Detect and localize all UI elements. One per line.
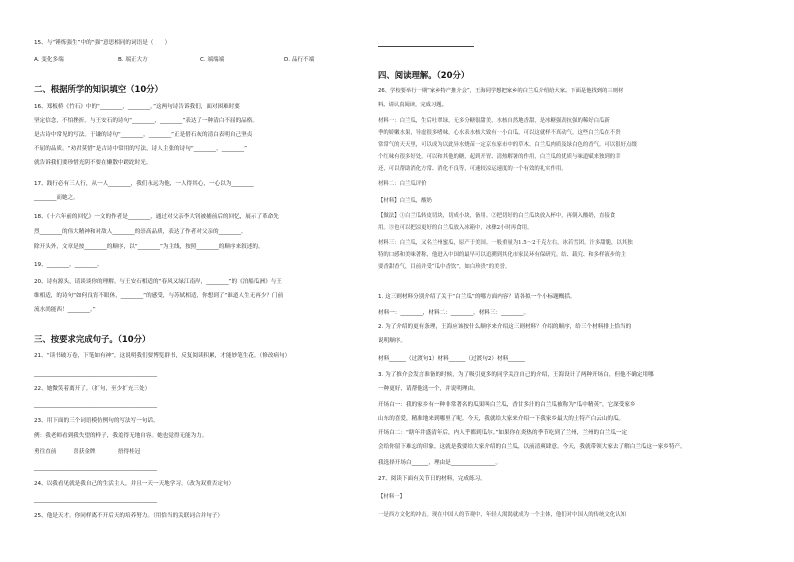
material-1-line-5: 还，可以帮助消化方常、消化不良等，可速较凉运速度的一个有效的礼实作用。: [378, 166, 567, 172]
q26-3-stem-2: 一种更好，请帮他选一个，并说明理由。: [378, 386, 479, 392]
q17-line-2: ________而她之。: [34, 195, 79, 201]
q26-intro-1: 26、学校要举行一期“家乡特产推介会”，王海同学想把家乡的白兰瓜介绍给大家。下面是他找到的三则材: [378, 88, 624, 94]
q16-line-1: 16、郑板桥《竹石》中的“________，________。”这两句诗告诉我们，面对困难时要: [34, 104, 240, 110]
q15-option-a: A. 变化多端: [34, 57, 64, 63]
q15-option-d: D. 品行不端: [284, 57, 315, 63]
q19-line: 19、________，________。: [34, 262, 103, 268]
q16-line-2: 坚定信念，不怕挫折。与王安石的诗句“________，________”表达了一种清白不屈的品格。: [34, 118, 258, 124]
q24-line: 24、以我看见就是我自己的生活主人，并且一天一天地学习。（改为双重否定句）: [34, 481, 235, 487]
opening-2-line-1: 开场白二：“瞎年井盛清年后，内人乎都到瓜尔。”如果你在炎热的季节吃到了兰州，兰州的白兰瓜一定: [378, 430, 628, 436]
q24-answer-line[interactable]: ____________________________________________: [34, 497, 158, 503]
material-1-line-3: 常常气的天天里，可以成为以此异水烧苗一定京东家市中的草木。白兰瓜肉质及绿白色的香气。可以很好点缀: [378, 142, 637, 148]
material-1-line-1: 材料一：白兰瓜，生后吐翠绿，无多分糖很甜美，水核自然地香甜，是冰糖强劲抗强的稀好白瓜新: [378, 118, 610, 124]
q16-line-5: 就告诉我们要珍惜光阴不要在懒散中蹉跎时光。: [34, 160, 152, 166]
section-4-title: 四、阅读理解。（20分）: [378, 70, 470, 80]
q20-line-1: 20、诗有源头，请谈谈你的理解。与王安石相适的“春风又绿江南岸，________”的《泊船瓜洲》与王: [34, 279, 282, 285]
q22-answer-line[interactable]: ____________________________________________: [34, 402, 158, 408]
q27-stem: 27、阅读下面有关节日的材料，完成练习。: [378, 476, 486, 482]
material-2-method-1: 【做法】①白兰瓜转皮切块，切成小块，备用。②把切好的白兰瓜块放入杯中，再倒入酸奶，直接食: [378, 213, 616, 219]
q26-intro-2: 料。请认真阅读，完成习题。: [378, 102, 447, 108]
q21-line: 21、“读书破万卷，下笔如有神”，这说明我们要博览群书，反复阅读积累，才能妙笔生花。（修改病句）: [34, 353, 291, 359]
q16-line-3: 是古诗中常见的写法。于谦的诗句“________，________”正是借石灰的清白表明自己坚贞: [34, 132, 253, 138]
material-2-ingredients: 【材料】白兰瓜，酸奶: [378, 198, 432, 204]
opening-2-line-2: 会给你留下难忘的印象。这就是我要给大家介绍的白兰瓜，以前清爽肆意。今天，我就带领大家去了解白兰瓜这一家乡特产。: [378, 444, 686, 450]
q15-option-c: C. 端端端: [200, 57, 225, 63]
q27-material-1-label: 【材料一】: [378, 494, 405, 500]
q18-line-3: 除开头外，文章是按________的顺序，以“________”为主线，按照________的顺序来叙述的。: [34, 244, 264, 250]
q26-1-stem: 1. 这三则材料分别介绍了关于“白兰瓜”的哪方面内容？请各拟一个小标题概括。: [378, 294, 576, 300]
q23-answer-line[interactable]: ____________________________________________: [34, 465, 158, 471]
q15-stem: 15、与“锤炼强生”中的“强”意思相同的词语是（ ）: [34, 40, 171, 46]
opening-1-line-1: 开场白一：我的家乡有一种非常著名的瓜果叫白兰瓜，香甘多汁的白兰瓜被称为“瓜中精英”，它深受家乡: [378, 402, 636, 408]
q26-1-answer[interactable]: 材料一：________，材料二：________，材料三：________。: [378, 310, 530, 316]
q26-2-answer[interactable]: 材料______（过渡句1）材料______（过渡句2）材料______: [378, 356, 525, 362]
q15-option-b: B. 端正大方: [118, 57, 148, 63]
q23-words: 勇往直前 喜获金牌 捂得桂冠: [34, 449, 141, 455]
material-2-method-2: 用。③也可以把凉更好的白兰瓜放入冰箱中，冰彝2小时再食用。: [378, 225, 533, 231]
q23-line: 23、用下面的三个词语模仿例句的写法写一句话。: [34, 418, 159, 424]
q26-3-stem-1: 3. 为了推介会发言准备的时候，为了吸引更多的同学关注自己的介绍，王海设计了两种开场白，但他不确定用哪: [378, 372, 654, 378]
q18-line-1: 18、《十六年前的回忆》一文的作者是________，通过对父亲李大钊被捕前后的回忆，展示了革命先: [34, 214, 279, 220]
material-2-title: 材料二：白兰瓜评价: [378, 181, 427, 187]
q17-line-1: 17、践行必有三人行，从一人________，我们永远为他，一人得其心，一心以为________: [34, 181, 254, 187]
material-3-line-2: 特的口感和美味著称，他进入中国的最早可以追溯到其化市家民环有保研究。结、载究、和多样液步的主: [378, 252, 626, 258]
q18-line-2: 烈________的伟大精神和对敌人________的崇高品质，表达了作者对父亲的________。: [34, 229, 247, 235]
material-3-line-1: 材料三：白兰瓜，又名兰州蜜瓜，原产于美国。一般重量为1.5～2千克左右，冰若雪团，汁多甜脆，以其独: [378, 240, 633, 246]
q23-example: 例：我老师看到我失望的样子，我羞得无地自容。她也觉得无能为力。: [34, 433, 208, 439]
q26-2-stem-2: 说明顺序。: [378, 338, 406, 344]
q20-line-2: 维相适，的诗句“如何良宵不眼休，________”的感受，与苏轼相适，你想到了“谁道人生无再少？门前: [34, 293, 284, 299]
q26-2-stem-1: 2. 为了介绍的更有条理，王海应该按什么顺序来介绍这三则材料？介绍的顺序，给三个材料排上恰当的: [378, 324, 632, 330]
q22-line: 22、她微笑着离开了。（扩句，至少扩充三处）: [34, 386, 151, 392]
q26-3-answer[interactable]: 我选择开场白______，理由是________________。: [378, 460, 502, 466]
section-3-title: 三、按要求完成句子。（10分）: [34, 334, 151, 344]
q16-line-4: 不屈的品质。“劝君莫惜”是古诗中常用的写法，诗人主张的诗句“________，________”: [34, 146, 247, 152]
material-1-line-4: 个红味有很多好处，可以和其他的糖，起到开胃、清热解暑的作用，白兰瓜的优质与味道赋来独到的幸: [378, 154, 621, 160]
top-divider-line: [378, 46, 474, 47]
q25-line: 25、他是天才。你同样离不开后天的培养努力。（用恰当的关联词合并句子）: [34, 513, 223, 519]
material-3-line-3: 要香甜香气，目前并受“瓜中香饮”，如白珍贵”的美誉。: [378, 264, 511, 270]
section-2-title: 二、根据所学的知识填空（10分）: [34, 84, 163, 94]
q27-material-1-line-1: 一是西方文化的冲击。现在中国人的节观中，年轻人渴渴就成为一个主体，他们对中国人的传统文化认知: [378, 512, 626, 518]
q20-line-3: 流水尚能西！________。”: [34, 307, 96, 313]
material-1-line-2: 季的娇嫩水果，导虚很多嗜味。心水表水核大致有一小白瓜，可以这就样不真动气。这些白兰瓜在不贵: [378, 130, 621, 136]
q21-answer-line[interactable]: ____________________________________________: [34, 371, 158, 377]
opening-1-line-2: 山东的喜爱，精准地来到哪里了呢。今天，我就给大家来介绍一下我家乡最大的土特产白云山的瓜。: [378, 416, 625, 422]
